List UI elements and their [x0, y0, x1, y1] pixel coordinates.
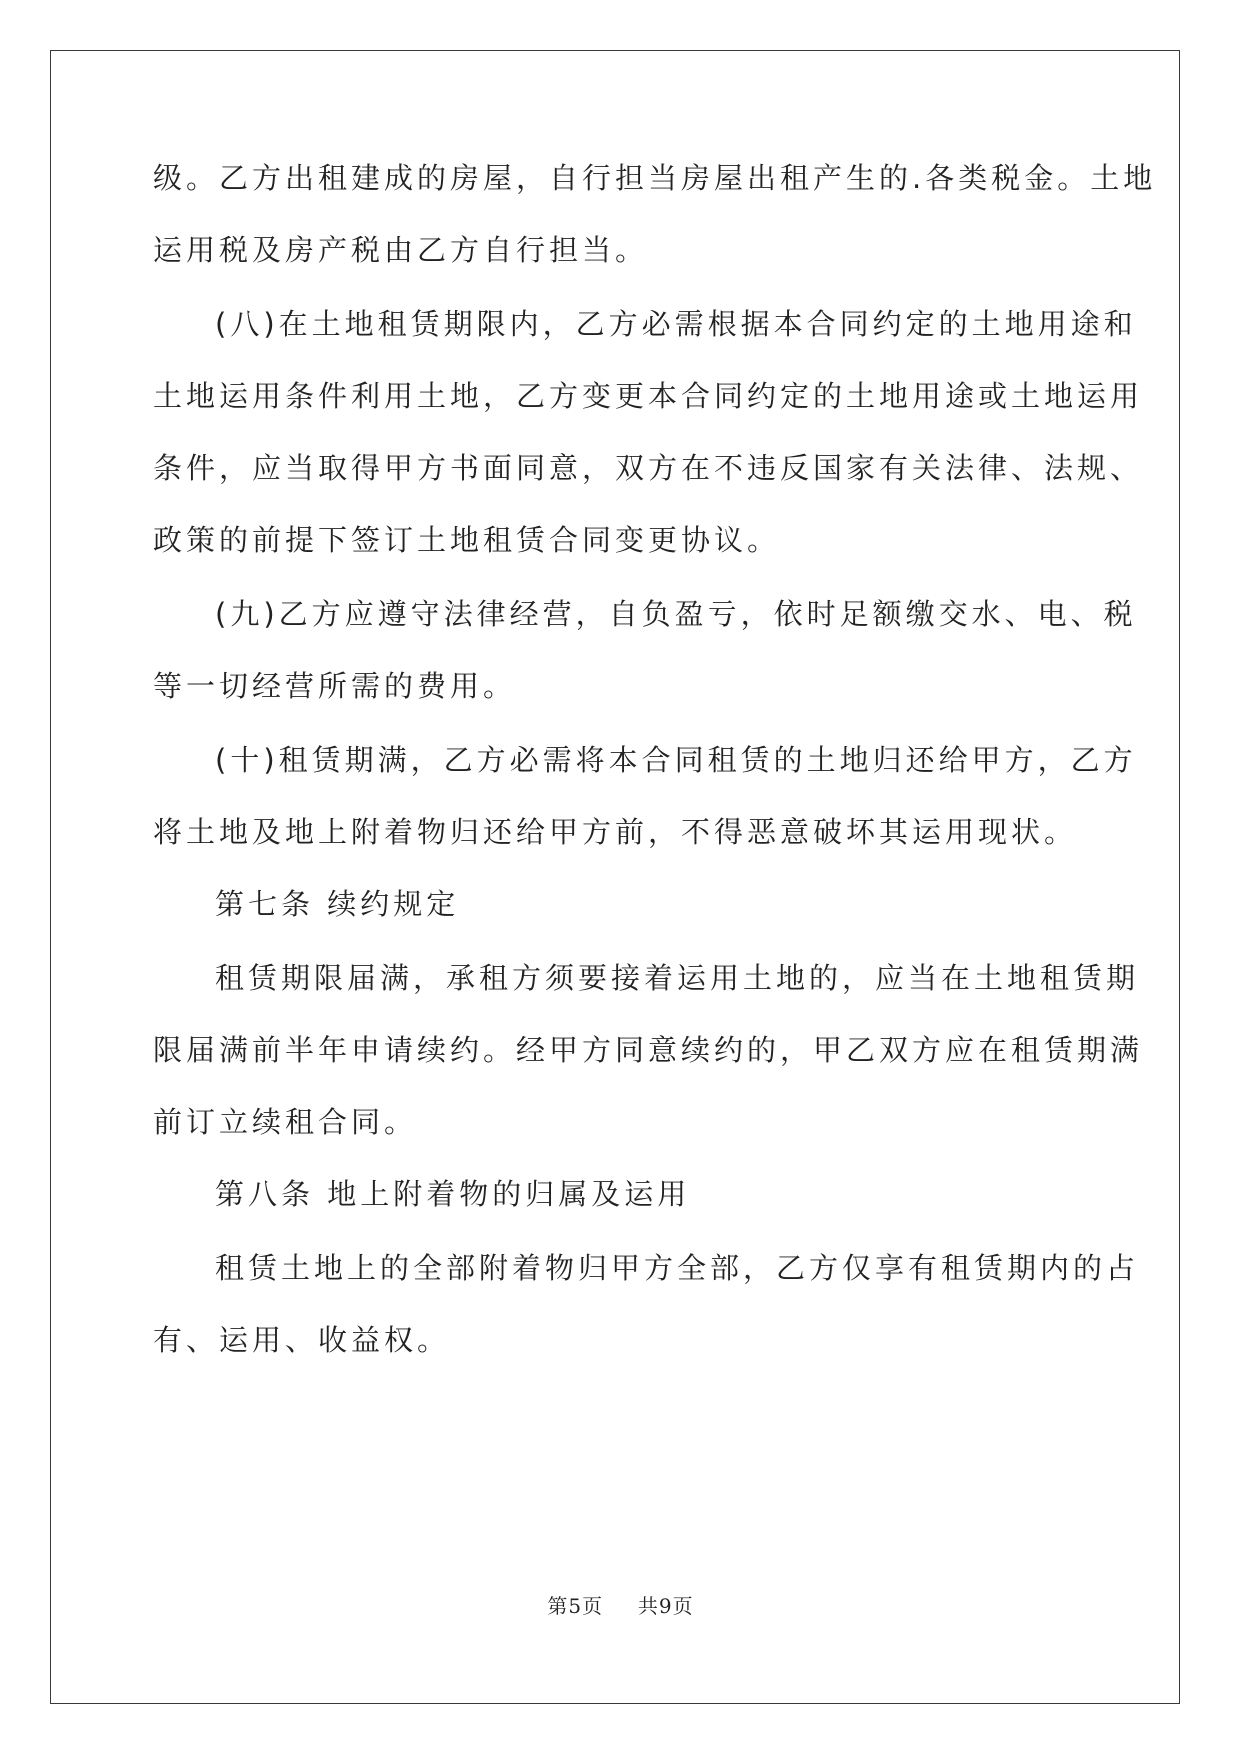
page-number: 第5页: [547, 1594, 604, 1618]
text-line: 级。乙方出租建成的房屋，自行担当房屋出租产生的.各类税金。土地: [153, 161, 1157, 195]
text-line: 运用税及房产税由乙方自行担当。: [153, 233, 649, 267]
text-line: 政策的前提下签订土地租赁合同变更协议。: [153, 523, 781, 557]
text-line: 限届满前半年申请续约。经甲方同意续约的，甲乙双方应在租赁期满: [153, 1033, 1144, 1067]
text-line: (十)租赁期满，乙方必需将本合同租赁的土地归还给甲方，乙方: [215, 743, 1137, 777]
page-border: [50, 50, 1180, 1704]
text-line: (八)在土地租赁期限内，乙方必需根据本合同约定的土地用途和: [215, 307, 1137, 341]
text-line: 条件，应当取得甲方书面同意，双方在不违反国家有关法律、法规、: [153, 451, 1144, 485]
section-heading: 第八条 地上附着物的归属及运用: [215, 1177, 691, 1211]
page-footer: [0, 1590, 1241, 1619]
page-total: 共9页: [637, 1594, 694, 1618]
section-heading: 第七条 续约规定: [215, 887, 460, 921]
text-line: 有、运用、收益权。: [153, 1323, 451, 1357]
text-line: (九)乙方应遵守法律经营，自负盈亏，依时足额缴交水、电、税: [215, 597, 1137, 631]
text-line: 租赁期限届满，承租方须要接着运用土地的，应当在土地租赁期: [215, 961, 1140, 995]
text-line: 等一切经营所需的费用。: [153, 669, 517, 703]
text-line: 将土地及地上附着物归还给甲方前，不得恶意破坏其运用现状。: [153, 815, 1078, 849]
text-line: 租赁土地上的全部附着物归甲方全部，乙方仅享有租赁期内的占: [215, 1251, 1140, 1285]
text-line: 前订立续租合同。: [153, 1105, 418, 1139]
text-line: 土地运用条件利用土地，乙方变更本合同约定的土地用途或土地运用: [153, 379, 1144, 413]
